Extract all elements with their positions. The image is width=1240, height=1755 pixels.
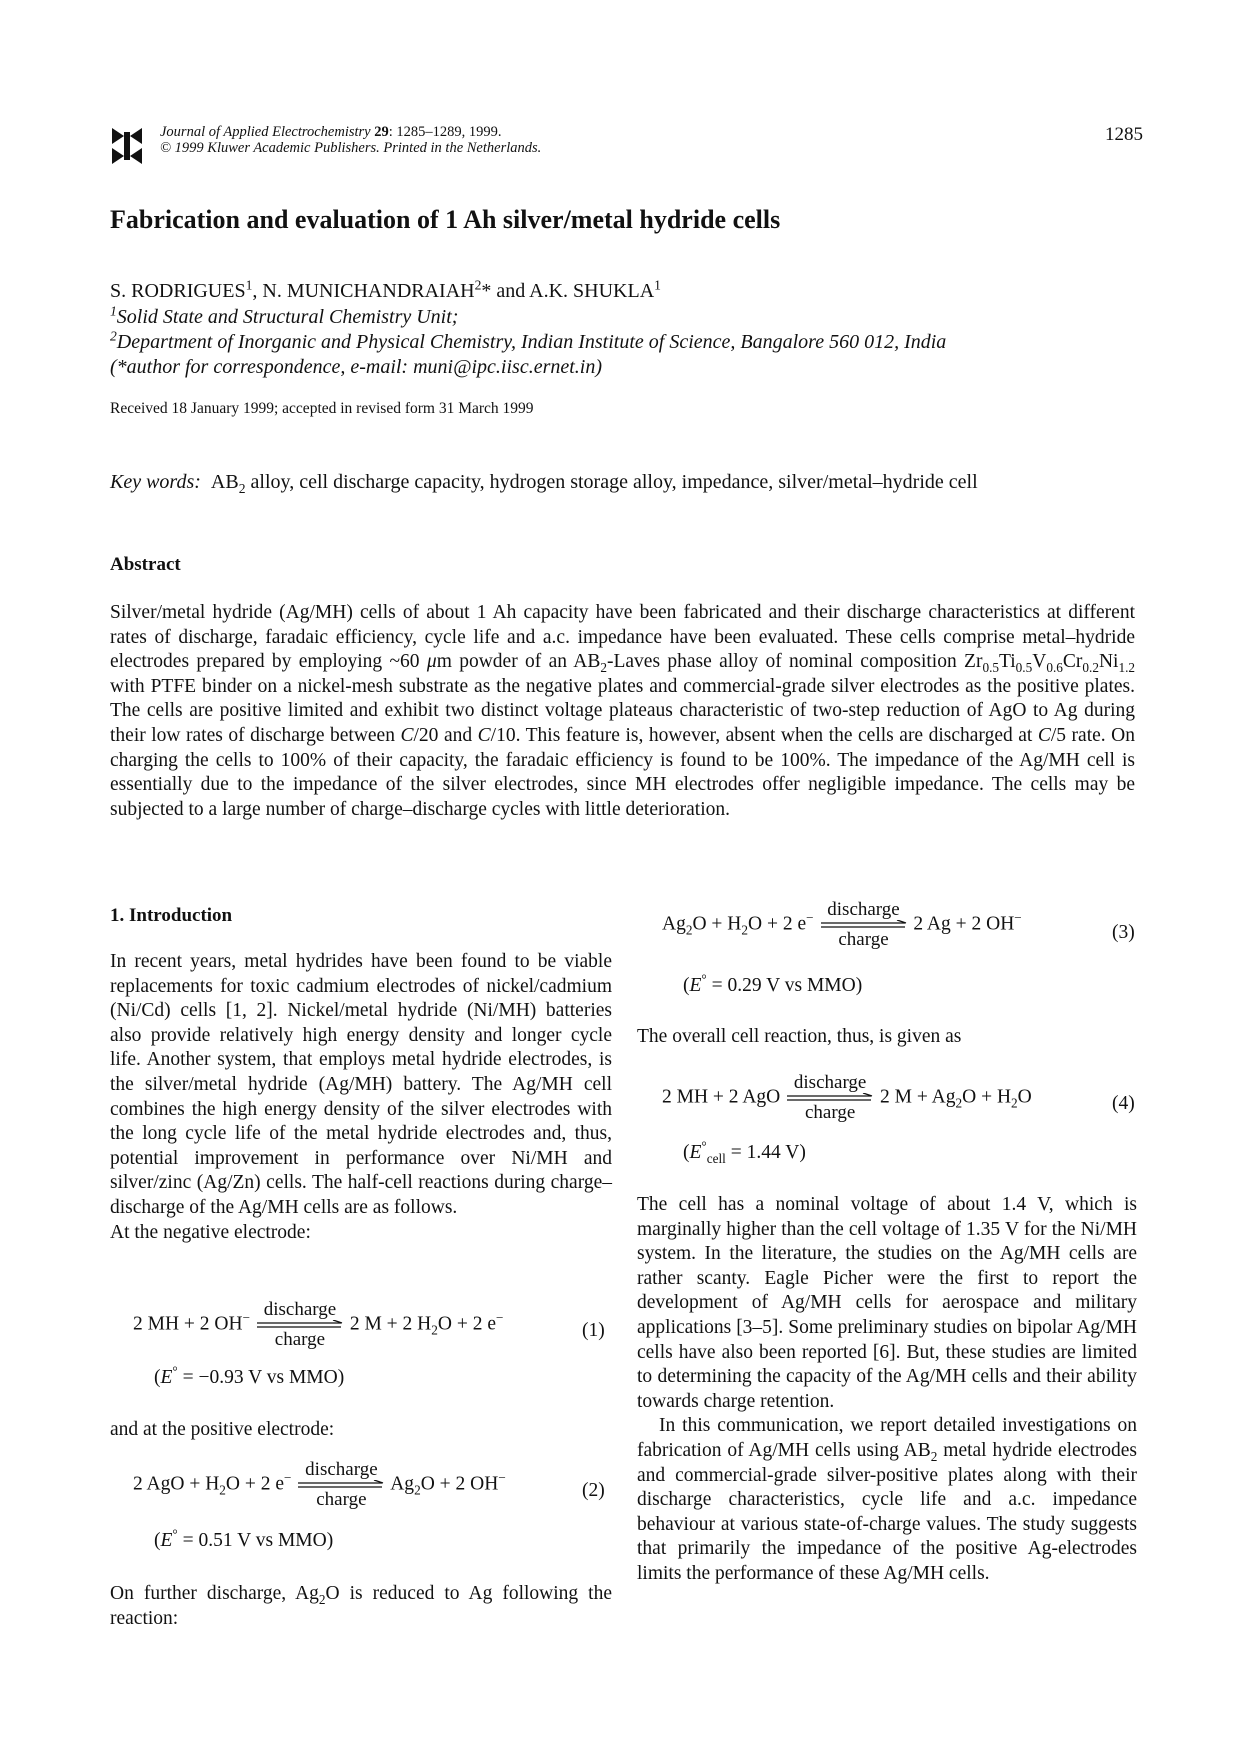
equation-4: 2 MH + 2 AgO discharge charge 2 $M + Ag_2O + H_2O$ xyxy=(662,1072,1032,1123)
abstract-body: Silver/metal hydride (Ag/MH) cells of about 1 Ah capacity have been fabricated and their discharge characteristics at different rates of discharge, faradaic efficiency, cycle life and a.c. impedance have been evaluated. These cells comprise metal–hydride electrodes prepared by employing ~60 μm powder of an $AB_2$-Laves phase alloy of nominal composition $Zr_{0.5}Ti_{0.5}V_{0.6}Cr_{0.2}Ni_{1.2}$ with PTFE binder on a nickel-mesh substrate as the negative plates and commercial-grade silver electrodes as the positive plates. The cells are positive limited and exhibit two distinct voltage plateaus characteristic of two-step reduction of AgO to Ag during their low rates of discharge between C/20 and C/10. This feature is, however, absent when the cells are discharged at C/5 rate. On charging the cells to 100% of their capacity, the faradaic efficiency is found to be 100%. The impedance of the Ag/MH cell is essentially due to the impedance of the silver electrodes, since MH electrodes offer negligible impedance. The cells may be subjected to a large number of charge–discharge cycles with little deterioration. xyxy=(110,602,1136,820)
intro-paragraph-3: On further discharge, $Ag_2O$ is reduced to Ag following the reaction: xyxy=(110,1583,612,1629)
equation-4-number: (4) xyxy=(1112,1093,1135,1114)
correspondence-note: (*author for correspondence, e-mail: muni@ipc.iisc.ernet.in) xyxy=(110,356,603,378)
journal-citation: Journal of Applied Electrochemistry 29: 1285–1289, 1999. © 1999 Kluwer Academic Publishers. Printed in the Netherlands. xyxy=(160,124,542,156)
publisher-logo-icon xyxy=(110,126,144,166)
affiliation-2: $^2$Department of Inorganic and Physical Chemistry, Indian Institute of Science, Bangalore 560 012, India xyxy=(110,328,947,353)
received-date: Received 18 January 1999; accepted in revised form 31 March 1999 xyxy=(110,400,534,417)
author-list: S. RODRIGUES$^1$, N. MUNICHANDRAIAH$^2$* and A.K. SHUKLA$^1$ xyxy=(110,277,661,302)
equation-3-potential: (E° = 0.29 V vs MMO) xyxy=(683,971,863,996)
keywords: Key words: $AB_2$ alloy, cell discharge capacity, hydrogen storage alloy, impedance, silver/metal–hydride cell xyxy=(110,471,978,496)
affiliation-1: $^1$Solid State and Structural Chemistry Unit; xyxy=(110,303,459,328)
paper-title: Fabrication and evaluation of 1 Ah silver/metal hydride cells xyxy=(110,205,781,234)
intro-paragraph-1: In recent years, metal hydrides have been found to be viable replacements for toxic cadmium electrodes of nickel/cadmium (Ni/Cd) cells [1, 2]. Nickel/metal hydride (Ni/MH) batteries also provide relatively high energy density and longer cycle life. Another system, that employs metal hydride electrodes, is the silver/metal hydride (Ag/MH) battery. The Ag/MH cell combines the high energy density of the silver electrodes with the long cycle life of the metal hydride electrodes and, thus, potential improvement in performance over Ni/MH and silver/zinc (Ag/Zn) cells. The half-cell reactions during charge–discharge of the Ag/MH cells are as follows. At the negative electrode: xyxy=(110,951,612,1243)
page-number: 1285 xyxy=(1105,124,1143,145)
section-heading-introduction: 1. Introduction xyxy=(110,905,233,926)
equation-1-potential: (E° = −0.93 V vs MMO) xyxy=(154,1363,345,1388)
intro-paragraph-2: and at the positive electrode: xyxy=(110,1419,335,1440)
right-column-body: The cell has a nominal voltage of about 1.4 V, which is marginally higher than the cell voltage of 1.35 V for the Ni/MH system. In the literature, the studies on the Ag/MH cells are rather scanty. Eagle Picher were the first to report the development of Ag/MH cells for aerospace and military applications [3–5]. Some preliminary studies on bipolar Ag/MH cells have also been reported [6]. But, these studies are limited to determining the capacity of the Ag/MH cells and their ability towards charge retention. In this communication, we report detailed investigations on fabrication of Ag/MH cells using $AB_2$ metal hydride electrodes and commercial-grade silver-positive plates along with their discharge characteristics, cycle life and a.c. impedance behaviour at various state-of-charge values. The study suggests that primarily the impedance of the positive Ag-electrodes limits the performance of these Ag/MH cells. xyxy=(637,1194,1137,1584)
equation-2: 2 AgO + $H_2O + 2$ e− discharge charge $Ag_2O + 2$ OH− xyxy=(133,1459,506,1510)
equation-2-potential: (E° = 0.51 V vs MMO) xyxy=(154,1526,334,1551)
equation-2-number: (2) xyxy=(582,1480,605,1501)
equation-3-number: (3) xyxy=(1112,922,1135,943)
equation-1: 2 MH + 2 OH− discharge charge 2 M + 2 $H_2O + 2$ e− xyxy=(133,1299,504,1350)
abstract-heading: Abstract xyxy=(110,554,181,575)
equation-4-potential: ($E^\circ_{cell} = 1.44$ V) xyxy=(683,1138,806,1166)
overall-reaction-text: The overall cell reaction, thus, is given as xyxy=(637,1026,962,1047)
equation-1-number: (1) xyxy=(582,1320,605,1341)
equation-3: $Ag_2O + H_2O + 2$ e− discharge charge 2 Ag + 2 OH− xyxy=(662,899,1022,950)
